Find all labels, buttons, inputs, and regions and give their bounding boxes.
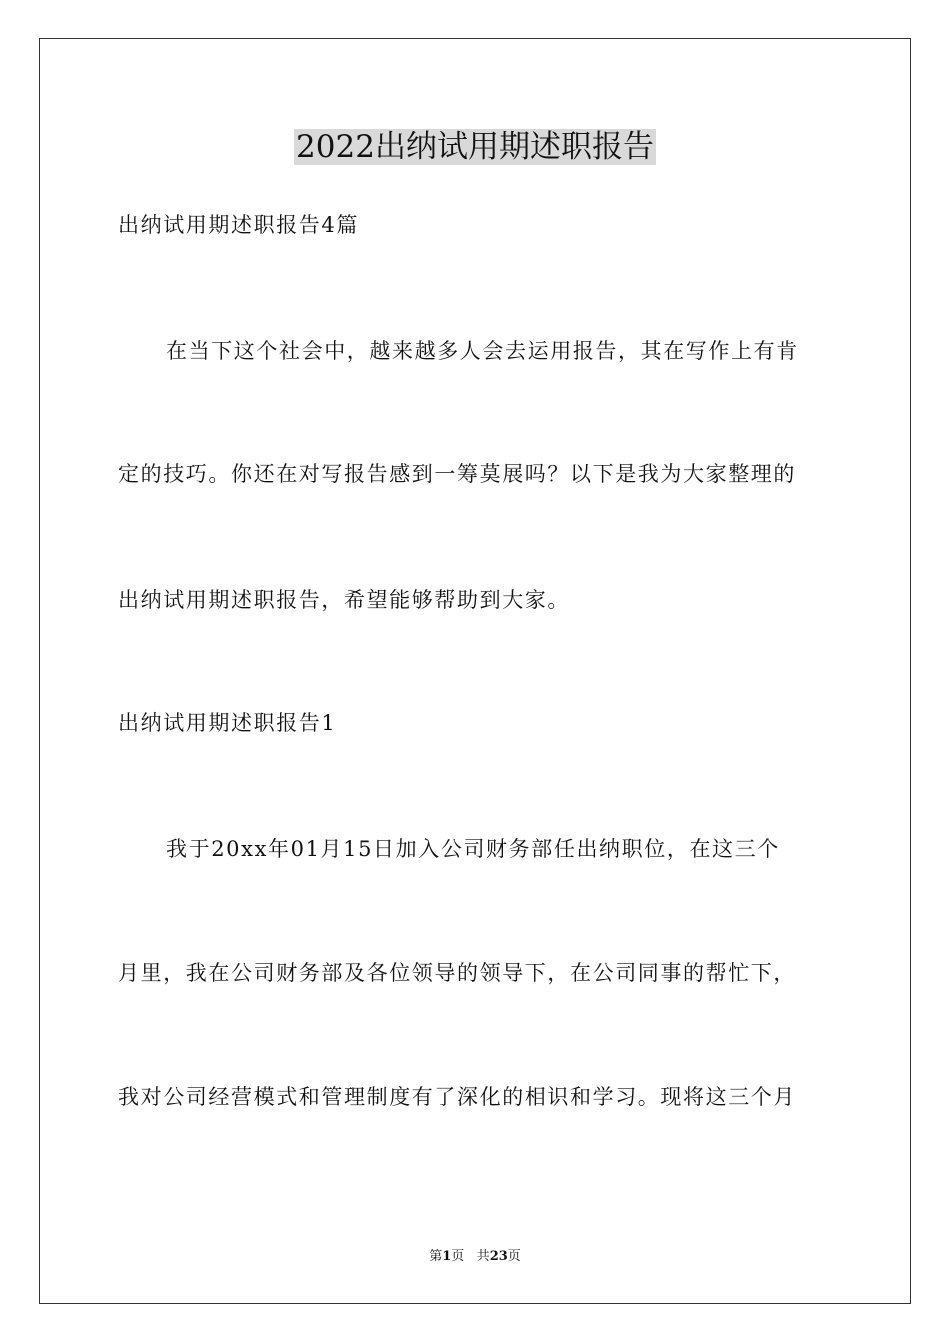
paragraph-line: 在当下这个社会中，越来越多人会去运用报告，其在写作上有肯 [166,339,799,363]
footer-total-prefix: 共 [476,1249,490,1264]
footer-page-number: 1 [442,1249,452,1264]
document-title-text: 2022出纳试用期述职报告 [296,129,654,165]
footer-page-suffix: 页 [451,1249,465,1264]
paragraph-line: 月里，我在公司财务部及各位领导的领导下，在公司同事的帮忙下， [118,961,796,985]
footer-page-prefix: 第 [429,1249,443,1264]
paragraph-line: 我对公司经营模式和管理制度有了深化的相识和学习。现将这三个月 [118,1085,796,1109]
footer-total-suffix: 页 [507,1249,521,1264]
footer-total-pages: 23 [489,1249,508,1264]
paragraph-line: 我于20xx年01月15日加入公司财务部任出纳职位，在这三个 [166,837,780,861]
section-heading: 出纳试用期述职报告1 [118,711,337,735]
document-title [0,127,950,167]
paragraph-line: 出纳试用期述职报告，希望能够帮助到大家。 [118,588,570,612]
subtitle-line: 出纳试用期述职报告4篇 [118,213,359,237]
paragraph-line: 定的技巧。你还在对写报告感到一筹莫展吗？以下是我为大家整理的 [118,462,796,486]
page-footer [0,1248,950,1266]
